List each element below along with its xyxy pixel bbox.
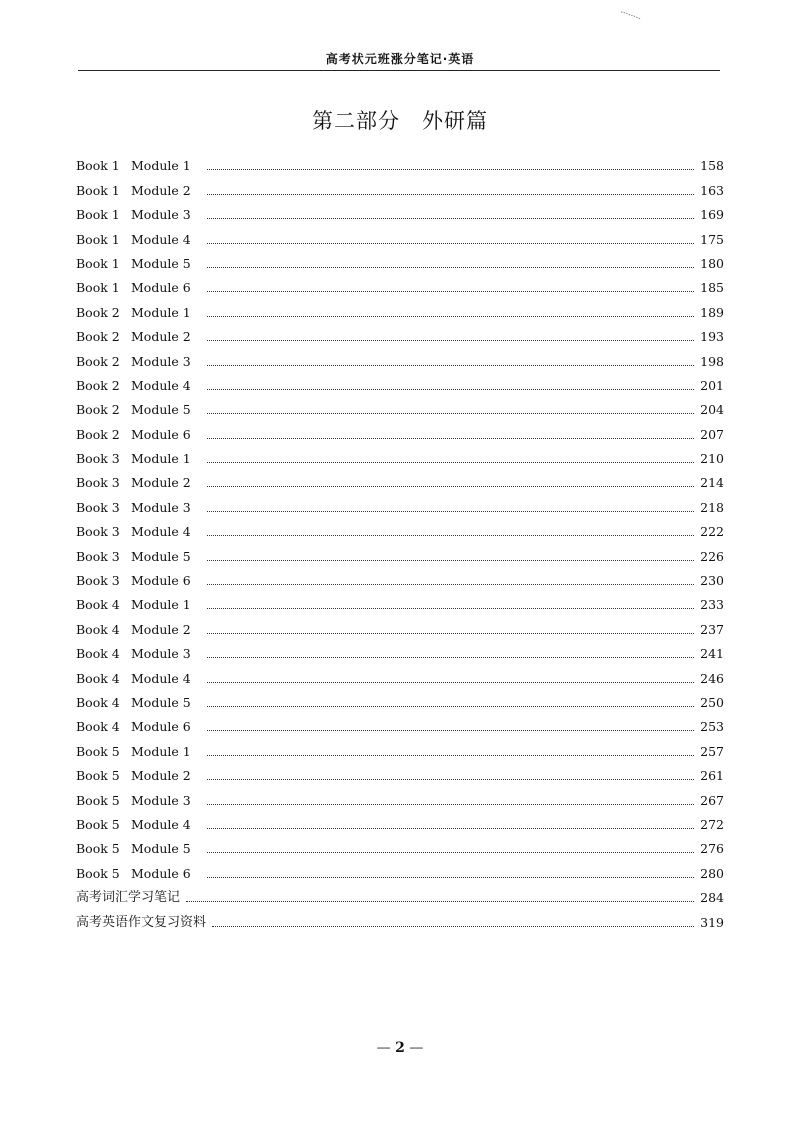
- toc-entry-module: Module 4: [131, 816, 191, 832]
- toc-entry-book: Book 1: [76, 207, 120, 223]
- toc-entry-leader: [207, 852, 694, 853]
- toc-entry[interactable]: [76, 735, 724, 759]
- toc-entry-book: Book 4: [76, 670, 120, 686]
- toc-entry-book: Book 3: [76, 475, 120, 491]
- toc-entry-module: Module 1: [131, 304, 191, 320]
- toc-entry-module: Module 2: [131, 475, 191, 491]
- toc-entry[interactable]: [76, 321, 724, 345]
- toc-entry-leader: [207, 682, 694, 683]
- toc-entry-book: Book 1: [76, 231, 120, 247]
- toc-entry[interactable]: [76, 394, 724, 418]
- toc-entry-book: Book 5: [76, 792, 120, 808]
- toc-entry-page: 267: [700, 792, 724, 808]
- toc-entry-module: Module 1: [131, 743, 191, 759]
- toc-entry-module: Module 6: [131, 573, 191, 589]
- toc-entry-module: Module 2: [131, 621, 191, 637]
- toc-entry-page: 280: [700, 865, 724, 881]
- toc-entry-page: 169: [700, 207, 724, 223]
- toc-entry-module: Module 4: [131, 231, 191, 247]
- toc-entry-leader: [212, 926, 694, 927]
- toc-entry-module: Module 6: [131, 865, 191, 881]
- toc-entry-leader: [207, 877, 694, 878]
- toc-entry-module: Module 6: [131, 719, 191, 735]
- toc-entry-module: Module 5: [131, 841, 191, 857]
- toc-entry-leader: [207, 535, 694, 536]
- toc-entry-leader: [207, 584, 694, 585]
- toc-entry-page: 257: [700, 743, 724, 759]
- toc-entry-leader: [207, 657, 694, 658]
- toc-entry[interactable]: [76, 589, 724, 613]
- toc-entry-book: Book 5: [76, 743, 120, 759]
- toc-entry-leader: [207, 169, 694, 170]
- toc-entry-book: Book 4: [76, 719, 120, 735]
- toc-entry-page: 180: [700, 255, 724, 271]
- toc-entry-book: Book 2: [76, 329, 120, 345]
- toc-entry-page: 246: [700, 670, 724, 686]
- toc-entry-page: 319: [700, 914, 724, 930]
- toc-entry-page: 189: [700, 304, 724, 320]
- toc-entry-module: Module 1: [131, 451, 191, 467]
- toc-entry-book: Book 3: [76, 573, 120, 589]
- toc-entry-book: Book 5: [76, 841, 120, 857]
- toc-entry-book: Book 4: [76, 621, 120, 637]
- toc-entry-book: Book 1: [76, 280, 120, 296]
- toc-entry-page: 218: [700, 499, 724, 515]
- toc-entry-module: Module 6: [131, 426, 191, 442]
- toc-entry-leader: [207, 194, 694, 195]
- toc-entry[interactable]: [76, 638, 724, 662]
- toc-entry-page: 158: [700, 158, 724, 174]
- scan-speck: [620, 10, 642, 20]
- toc-entry-book: Book 2: [76, 377, 120, 393]
- toc-entry[interactable]: [76, 199, 724, 223]
- toc-entry-module: Module 1: [131, 597, 191, 613]
- toc-entry[interactable]: [76, 809, 724, 833]
- toc-entry[interactable]: [76, 540, 724, 564]
- toc-entry-leader: [207, 462, 694, 463]
- toc-entry-page: 207: [700, 426, 724, 442]
- toc-entry-page: 204: [700, 402, 724, 418]
- toc-entry-page: 230: [700, 573, 724, 589]
- toc-entry-module: Module 3: [131, 792, 191, 808]
- running-header: 高考状元班涨分笔记·英语: [325, 52, 475, 66]
- toc-entry-leader: [207, 560, 694, 561]
- toc-entry-page: 210: [700, 451, 724, 467]
- toc-entry[interactable]: [76, 467, 724, 491]
- toc-entry-label: 高考英语作文复习资料: [76, 914, 207, 930]
- toc-entry-module: Module 5: [131, 694, 191, 710]
- toc-entry-leader: [207, 389, 694, 390]
- toc-entry[interactable]: [76, 711, 724, 735]
- toc-entry-leader: [186, 901, 694, 902]
- toc-entry-book: Book 2: [76, 304, 120, 320]
- toc-entry-module: Module 4: [131, 377, 191, 393]
- toc-entry-page: 233: [700, 597, 724, 613]
- toc-entry-page: 226: [700, 548, 724, 564]
- toc-entry-leader: [207, 511, 694, 512]
- toc-entry-module: Module 3: [131, 499, 191, 515]
- toc-entry[interactable]: [76, 565, 724, 589]
- toc-entry[interactable]: [76, 662, 724, 686]
- toc-entry-page: 237: [700, 621, 724, 637]
- toc-entry[interactable]: [76, 345, 724, 369]
- toc-entry-page: 272: [700, 816, 724, 832]
- toc-entry-leader: [207, 633, 694, 634]
- toc-entry-page: 261: [700, 768, 724, 784]
- toc-entry-leader: [207, 316, 694, 317]
- toc-entry-book: Book 3: [76, 524, 120, 540]
- header-rule: [78, 70, 720, 71]
- toc-entry[interactable]: [76, 613, 724, 637]
- toc-entry-page: 222: [700, 524, 724, 540]
- toc-entry-leader: [207, 755, 694, 756]
- toc-entry-book: Book 4: [76, 694, 120, 710]
- toc-entry-book: Book 5: [76, 865, 120, 881]
- toc-entry-module: Module 2: [131, 329, 191, 345]
- page-number-dash-left: —: [376, 1040, 396, 1056]
- page-number-dash-right: —: [404, 1040, 424, 1056]
- toc-entry[interactable]: [76, 248, 724, 272]
- toc-entry-module: Module 5: [131, 402, 191, 418]
- toc-entry[interactable]: [76, 491, 724, 515]
- toc-entry-leader: [207, 706, 694, 707]
- toc-entry-page: 175: [700, 231, 724, 247]
- toc-entry-book: Book 5: [76, 816, 120, 832]
- toc-entry-leader: [207, 828, 694, 829]
- toc-entry-page: 163: [700, 182, 724, 198]
- toc-entry-leader: [207, 365, 694, 366]
- toc-entry-book: Book 1: [76, 182, 120, 198]
- toc-entry-module: Module 3: [131, 207, 191, 223]
- toc-entry-page: 193: [700, 329, 724, 345]
- toc-entry-page: 185: [700, 280, 724, 296]
- toc-entry-leader: [207, 267, 694, 268]
- toc-entry-book: Book 3: [76, 499, 120, 515]
- toc-entry-module: Module 3: [131, 646, 191, 662]
- toc-entry-module: Module 4: [131, 670, 191, 686]
- toc-entry-page: 201: [700, 377, 724, 393]
- toc-entry-page: 276: [700, 841, 724, 857]
- toc-entry-book: Book 1: [76, 158, 120, 174]
- toc-entry[interactable]: [76, 516, 724, 540]
- toc-entry-module: Module 2: [131, 768, 191, 784]
- page-number: [0, 1040, 800, 1056]
- toc-entry-book: Book 4: [76, 597, 120, 613]
- toc-entry-book: Book 2: [76, 353, 120, 369]
- toc-entry-leader: [207, 413, 694, 414]
- toc-entry[interactable]: [76, 223, 724, 247]
- toc-entry-leader: [207, 779, 694, 780]
- toc-entry-book: Book 4: [76, 646, 120, 662]
- toc-entry-leader: [207, 243, 694, 244]
- toc-entry-book: Book 3: [76, 451, 120, 467]
- toc-entry-book: Book 1: [76, 255, 120, 271]
- toc-entry[interactable]: [76, 370, 724, 394]
- toc-entry-extra[interactable]: [76, 882, 724, 906]
- toc-entry-leader: [207, 218, 694, 219]
- toc-entry-module: Module 2: [131, 182, 191, 198]
- table-of-contents: [76, 150, 724, 931]
- toc-entry-module: Module 5: [131, 255, 191, 271]
- toc-entry-module: Module 4: [131, 524, 191, 540]
- toc-entry-page: 198: [700, 353, 724, 369]
- toc-entry-leader: [207, 438, 694, 439]
- toc-entry[interactable]: [76, 272, 724, 296]
- toc-entry-page: 250: [700, 694, 724, 710]
- toc-entry[interactable]: [76, 833, 724, 857]
- page-number-value: 2: [395, 1040, 405, 1056]
- toc-entry-module: Module 6: [131, 280, 191, 296]
- toc-entry[interactable]: [76, 857, 724, 881]
- toc-entry-page: 241: [700, 646, 724, 662]
- toc-entry-module: Module 5: [131, 548, 191, 564]
- toc-entry-leader: [207, 804, 694, 805]
- toc-entry[interactable]: [76, 760, 724, 784]
- toc-entry-page: 253: [700, 719, 724, 735]
- toc-entry-page: 214: [700, 475, 724, 491]
- toc-entry-module: Module 3: [131, 353, 191, 369]
- toc-entry-leader: [207, 730, 694, 731]
- toc-entry[interactable]: [76, 784, 724, 808]
- toc-entry-page: 284: [700, 890, 724, 906]
- toc-entry-book: Book 2: [76, 426, 120, 442]
- toc-entry-book: Book 5: [76, 768, 120, 784]
- toc-entry-label: 高考词汇学习笔记: [76, 890, 181, 906]
- toc-entry[interactable]: [76, 443, 724, 467]
- toc-entry[interactable]: [76, 296, 724, 320]
- toc-entry-module: Module 1: [131, 158, 191, 174]
- toc-entry[interactable]: [76, 174, 724, 198]
- toc-entry-leader: [207, 340, 694, 341]
- toc-entry-book: Book 3: [76, 548, 120, 564]
- toc-entry[interactable]: [76, 687, 724, 711]
- toc-entry-extra[interactable]: [76, 906, 724, 930]
- toc-entry-leader: [207, 608, 694, 609]
- toc-entry-book: Book 2: [76, 402, 120, 418]
- toc-entry[interactable]: [76, 418, 724, 442]
- section-title: 第二部分 外研篇: [312, 109, 488, 133]
- toc-entry-leader: [207, 486, 694, 487]
- toc-entry-leader: [207, 291, 694, 292]
- toc-entry[interactable]: [76, 150, 724, 174]
